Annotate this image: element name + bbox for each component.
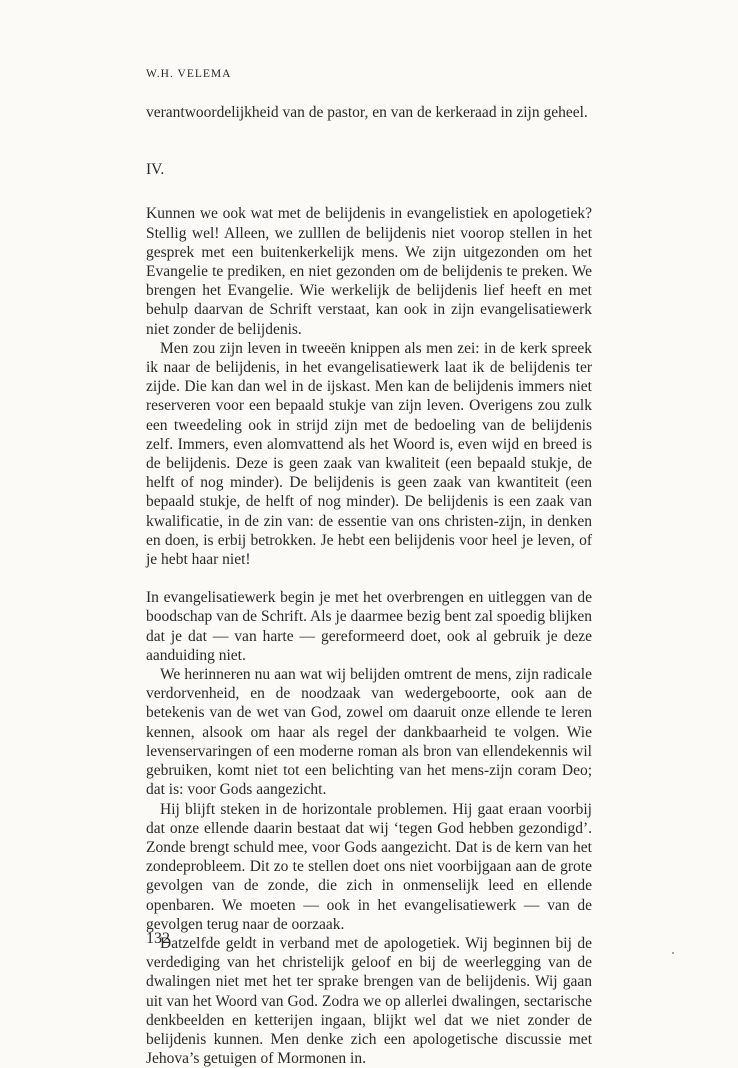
paragraph-1: Kunnen we ook wat met de belijdenis in evangelistiek en apologetiek? Stellig wel! Alleen, we zulllen de belijdenis niet voorop stellen in het gesprek met een buitenkerkelijk mens. We zijn uitgezonden om het Evangelie te prediken, en niet gezonden om de belijdenis te preken. We brengen het Evangelie. Wie werkelijk de belijdenis lief heeft en met behulp daarvan de Schrift verstaat, kan ook in zijn evangelisatiewerk niet zonder de belijdenis. [146,205,592,338]
paragraph-5: Hij blijft steken in de horizontale problemen. Hij gaat eraan voorbij dat onze ellende daarin bestaat dat wij ‘tegen God hebben gezondigd’. Zonde brengt schuld mee, voor Gods aangezicht. Dat is de kern van het zondeprobleem. Dit zo te stellen doet ons niet voorbijgaan aan de grote gevolgen van de zonde, die zich in onmenselijk leed en ellende openbaren. We moeten — ook in het evangelisatiewerk — van de gevolgen terug naar de oorzaak. [146,800,592,933]
paragraph-2: Men zou zijn leven in tweeën knippen als men zei: in de kerk spreek ik naar de belijdenis, in het evangelisatiewerk laat ik de belijdenis ter zijde. Die kan dan wel in de ijskast. Men kan de belijdenis immers niet reserveren voor een bepaald stukje van zijn leven. Overigens zou zulk een tweedeling ook in strijd zijn met de bedoeling van de belijdenis zelf. Immers, even alomvattend als het Woord is, even wijd en breed is de belijdenis. Deze is geen zaak van kwaliteit (een bepaald stukje, de helft of nog minder). De belijdenis is geen zaak van kwantiteit (een bepaald stukje, de helft of nog minder). De belijdenis is een zaak van kwalificatie, in de zin van: de essentie van ons christen-zijn, in denken en doen, is erbij betrokken. Je hebt een belijdenis voor heel je leven, of je hebt haar niet! [146,339,592,569]
paragraph-6: Datzelfde geldt in verband met de apologetiek. Wij beginnen bij de verdediging van het christelijk geloof en bij de weerlegging van de dwalingen niet met het ter sprake brengen van de belijdenis. Wij gaan uit van het Woord van God. Zodra we op allerlei dwalingen, sectarische denkbeelden en ketterijen ingaan, blijkt wel dat we niet zonder de belijdenis kunnen. Men denke zich een apologetische discussie met Jehova’s getuigen of Mormonen in. [146,934,592,1068]
paragraph-3: In evangelisatiewerk begin je met het overbrengen en uitleggen van de boodschap van de Schrift. Als je daarmee bezig bent zal spoedig blijken dat je dat — van harte — gereformeerd doet, ook al gebruik je deze aanduiding niet. [146,589,592,664]
scan-speck [672,952,674,954]
page-number: 132 [146,930,170,947]
paragraph-4: We herinneren nu aan wat wij belijden omtrent de mens, zijn radicale verdorvenheid, en de noodzaak van wedergeboorte, ook aan de betekenis van de wet van God, zowel om daaruit onze ellende te leren kennen, alsook om haar als regel der dankbaarheid te volgen. Wie levenservaringen of een moderne roman als bron van ellendekennis wil gebruiken, komt niet tot een belichting van het mens-zijn coram Deo; dat is: voor Gods aangezicht. [146,666,592,799]
body-text [146,103,592,1068]
opening-line: verantwoordelijkheid van de pastor, en van de kerkeraad in zijn geheel. [146,104,588,121]
running-head: W.H. VELEMA [146,68,232,80]
section-heading: IV. [146,161,165,179]
